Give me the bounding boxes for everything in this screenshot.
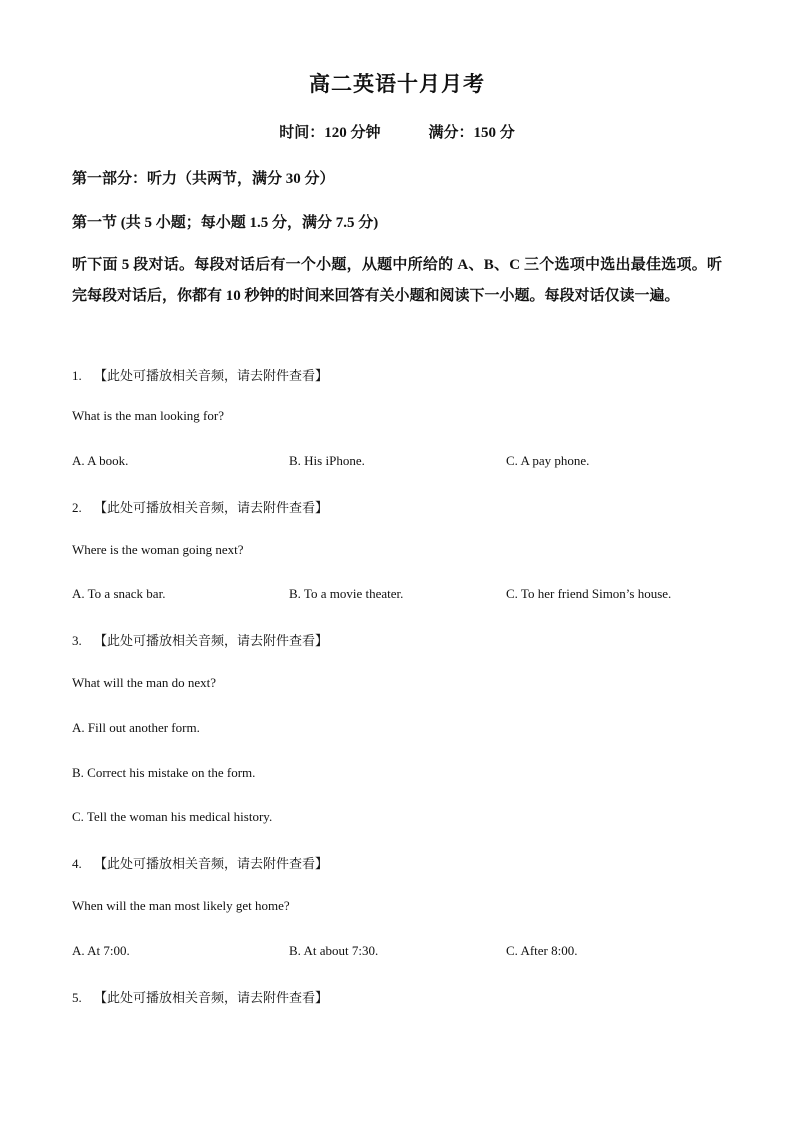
audio-placeholder: 【此处可播放相关音频，请去附件查看】 <box>94 990 329 1005</box>
question-3-audio <box>72 630 328 649</box>
option-a: A. To a snack bar. <box>72 586 166 601</box>
audio-placeholder: 【此处可播放相关音频，请去附件查看】 <box>94 368 329 383</box>
option-b: B. His iPhone. <box>289 453 365 468</box>
question-1-audio <box>72 365 328 384</box>
option-c: C. After 8:00. <box>506 943 578 958</box>
option-a: A. At 7:00. <box>72 943 130 958</box>
part-heading: 第一部分：听力（共两节，满分 30 分） <box>72 171 335 187</box>
option-a: A. A book. <box>72 453 129 468</box>
option-b: B. Correct his mistake on the form. <box>72 765 256 780</box>
question-number: 1. <box>72 368 82 383</box>
question-5-audio <box>72 987 328 1006</box>
option-c: C. A pay phone. <box>506 453 590 468</box>
option-c: C. To her friend Simon’s house. <box>506 586 672 601</box>
audio-placeholder: 【此处可播放相关音频，请去附件查看】 <box>94 856 329 871</box>
option-b: B. To a movie theater. <box>289 586 404 601</box>
question-2-text: Where is the woman going next? <box>72 542 244 557</box>
question-number: 3. <box>72 633 82 648</box>
question-2-audio <box>72 497 328 516</box>
exam-time: 时间：120 分钟 <box>279 125 381 141</box>
option-c: C. Tell the woman his medical history. <box>72 809 273 824</box>
question-1-text: What is the man looking for? <box>72 408 224 423</box>
exam-meta <box>0 121 794 142</box>
question-3-text: What will the man do next? <box>72 675 217 690</box>
section-heading: 第一节 (共 5 小题；每小题 1.5 分，满分 7.5 分) <box>72 215 379 231</box>
question-number: 5. <box>72 990 82 1005</box>
option-a: A. Fill out another form. <box>72 720 200 735</box>
option-b: B. At about 7:30. <box>289 943 379 958</box>
exam-score: 满分：150 分 <box>428 125 515 141</box>
question-number: 4. <box>72 856 82 871</box>
audio-placeholder: 【此处可播放相关音频，请去附件查看】 <box>94 500 329 515</box>
page-title: 高二英语十月月考 <box>309 72 485 96</box>
question-4-audio <box>72 853 328 872</box>
question-number: 2. <box>72 500 82 515</box>
audio-placeholder: 【此处可播放相关音频，请去附件查看】 <box>94 633 329 648</box>
question-4-text: When will the man most likely get home? <box>72 898 290 913</box>
instructions-paragraph: 听下面 5 段对话。每段对话后有一个小题，从题中所给的 A、B、C 三个选项中选出最佳选项。听完每段对话后，你都有 10 秒钟的时间来回答有关小题和阅读下一小题。每段对话仅读一遍。 <box>72 257 722 304</box>
